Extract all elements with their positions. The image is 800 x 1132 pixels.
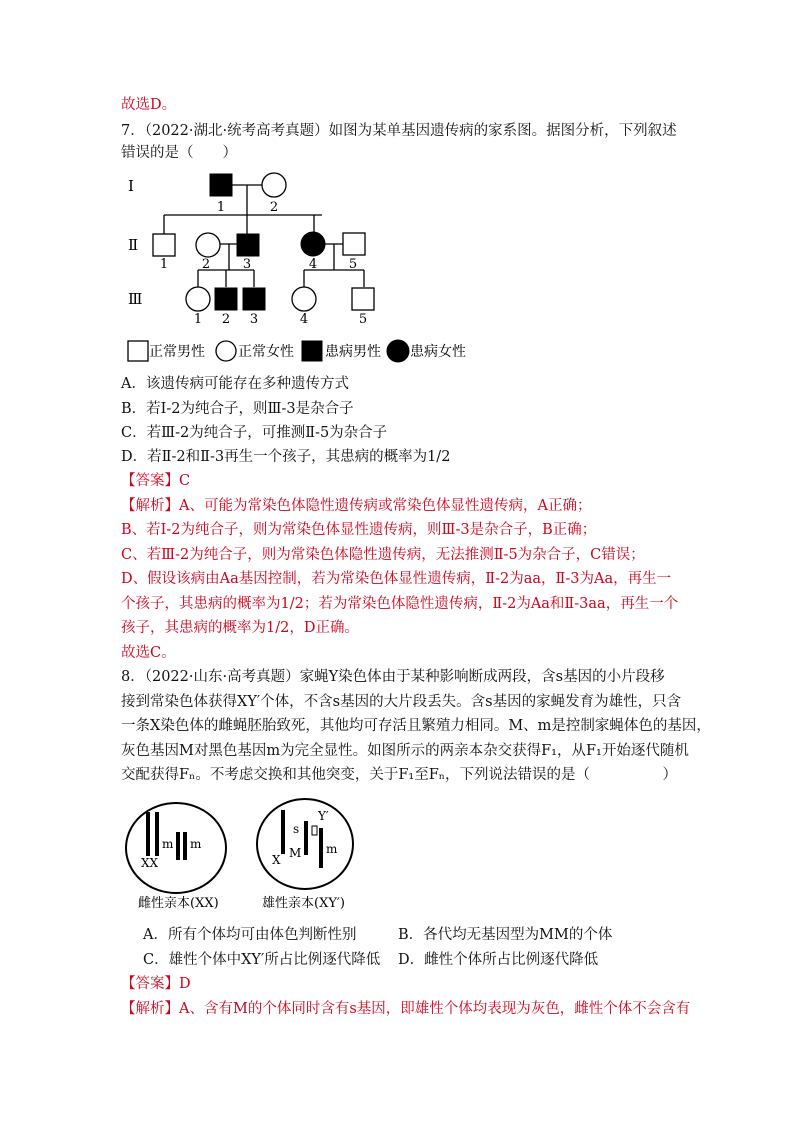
num-II1: 1 bbox=[159, 257, 169, 272]
question-8-stem: 8．（2022·山东·高考真题）家蝇Y染色体由于某种影响断成两段，含s基因的小片段移 bbox=[121, 669, 665, 685]
q8-option-b: B．各代均无基因型为MM的个体 bbox=[398, 927, 613, 943]
num-III1: 1 bbox=[193, 312, 203, 327]
female-gene-m2: m bbox=[190, 837, 202, 851]
num-II4: 4 bbox=[308, 257, 318, 272]
question-7-stem-cont: 错误的是（ ） bbox=[121, 145, 237, 161]
male-gene-s: s bbox=[293, 822, 300, 836]
num-III5: 5 bbox=[358, 312, 368, 327]
q7-explanation-d: D、假设该病由Aa基因控制，若为常染色体显性遗传病，Ⅱ-2为aa，Ⅱ-3为Aa，再生一 bbox=[121, 571, 672, 587]
q7-conclusion: 故选C。 bbox=[121, 645, 176, 661]
question-8-stem-cont4: 交配获得Fₙ。不考虑交换和其他突变，关于F₁至Fₙ，下列说法错误的是（ ） bbox=[121, 767, 678, 783]
num-III2: 2 bbox=[221, 312, 231, 327]
legend-normal-female-label: 正常女性 bbox=[238, 344, 294, 360]
q8-option-a: A．所有个体均可由体色判断性别 bbox=[143, 927, 357, 943]
num-II3: 3 bbox=[242, 257, 252, 272]
q7-option-d: D．若Ⅱ-2和Ⅱ-3再生一个孩子，其患病的概率为1/2 bbox=[121, 449, 451, 465]
num-II2: 2 bbox=[201, 257, 211, 272]
prev-answer-conclusion: 故选D。 bbox=[121, 97, 177, 113]
male-gene-m: m bbox=[326, 842, 338, 856]
question-8-stem-cont2: 一条X染色体的雌蝇胚胎致死，其他均可存活且繁殖力相同。M、m是控制家蝇体色的基因， bbox=[121, 718, 711, 734]
legend-normal-male-label: 正常男性 bbox=[149, 344, 205, 360]
female-parent-caption: 雌性亲本(XX) bbox=[138, 896, 219, 911]
q7-option-b: B．若Ⅰ-2为纯合子，则Ⅲ-3是杂合子 bbox=[121, 401, 354, 417]
q8-option-d: D．雌性个体所占比例逐代降低 bbox=[398, 952, 599, 968]
question-8-stem-cont1: 接到常染色体获得XY′个体，不含s基因的大片段丢失。含s基因的家蝇发育为雄性，只含 bbox=[121, 694, 682, 710]
num-II5: 5 bbox=[348, 257, 358, 272]
q7-option-a: A．该遗传病可能存在多种遗传方式 bbox=[121, 376, 349, 392]
question-7-stem: 7．（2022·湖北·统考高考真题）如图为某单基因遗传病的家系图。据图分析，下列叙述 bbox=[121, 123, 677, 139]
male-y-prime-label: Y′ bbox=[318, 809, 329, 823]
q7-explanation-b: B、若Ⅰ-2为纯合子，则为常染色体显性遗传病，则Ⅲ-3是杂合子，B正确； bbox=[121, 522, 597, 538]
num-I1: 1 bbox=[216, 200, 226, 215]
q7-answer: 【答案】C bbox=[121, 473, 191, 489]
legend-affected-female-label: 患病女性 bbox=[410, 344, 466, 360]
female-xx-label: XX bbox=[141, 856, 159, 870]
q8-answer: 【答案】D bbox=[121, 976, 191, 992]
question-8-stem-cont3: 灰色基因M对黑色基因m为完全显性。如图所示的两亲本杂交获得F₁，从F₁开始逐代随机 bbox=[121, 743, 689, 759]
q7-explanation-a: 【解析】A、可能为常染色体隐性遗传病或常染色体显性遗传病，A正确； bbox=[121, 498, 592, 514]
num-III3: 3 bbox=[249, 312, 259, 327]
q8-option-c: C．雄性个体中XY′所占比例逐代降低 bbox=[143, 952, 381, 968]
num-III4: 4 bbox=[299, 312, 309, 327]
gen-2-label: Ⅱ bbox=[128, 236, 139, 254]
female-gene-m1: m bbox=[162, 837, 174, 851]
gen-3-label: Ⅲ bbox=[128, 290, 143, 308]
q7-option-c: C．若Ⅲ-2为纯合子，可推测Ⅱ-5为杂合子 bbox=[121, 425, 388, 441]
legend-affected-male-label: 患病男性 bbox=[325, 344, 381, 360]
q7-explanation-d-cont2: 孩子，其患病的概率为1/2，D正确。 bbox=[121, 620, 359, 636]
male-parent-caption: 雄性亲本(XY′) bbox=[262, 896, 345, 911]
male-x-label: X bbox=[272, 853, 281, 867]
male-gene-M: M bbox=[289, 846, 302, 860]
q7-explanation-c: C、若Ⅲ-2为纯合子，则为常染色体隐性遗传病，无法推测Ⅱ-5为杂合子，C错误； bbox=[121, 547, 645, 563]
gen-1-label: Ⅰ bbox=[128, 177, 134, 195]
num-I2: 2 bbox=[269, 200, 279, 215]
q7-explanation-d-cont1: 个孩子，其患病的概率为1/2；若为常染色体隐性遗传病，Ⅱ-2为Aa和Ⅱ-3aa，再生一个 bbox=[121, 596, 679, 612]
q8-explanation-a: 【解析】A、含有M的个体同时含有s基因，即雄性个体均表现为灰色，雌性个体不会含有 bbox=[121, 1001, 691, 1017]
